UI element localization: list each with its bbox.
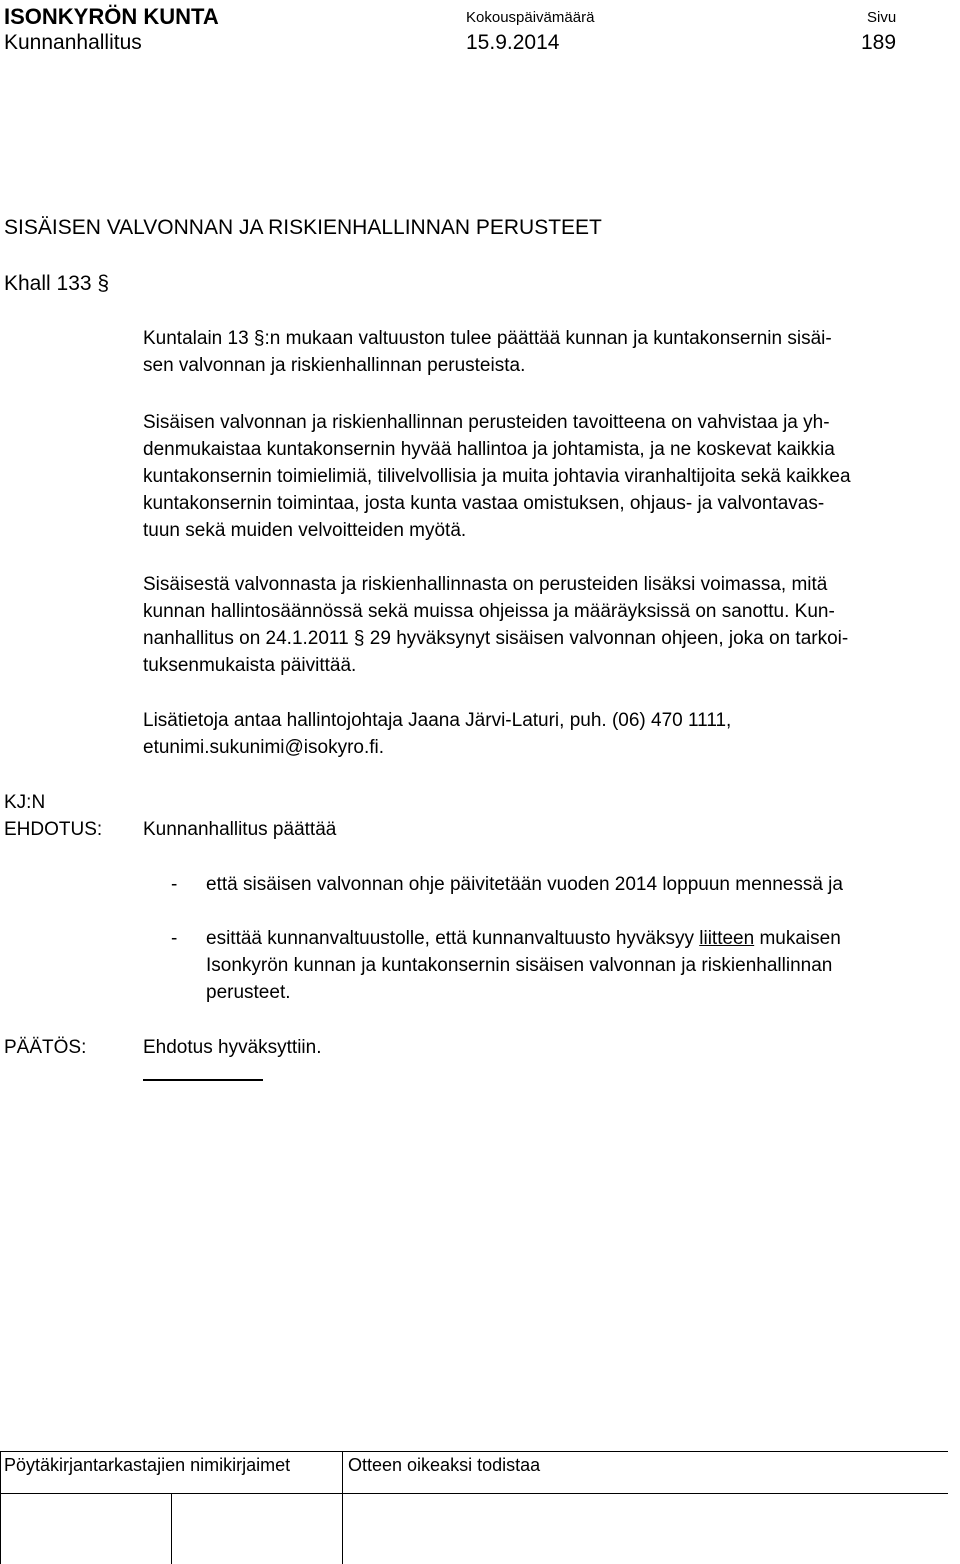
org-name: ISONKYRÖN KUNTA [4,4,219,29]
paragraph-line: Sisäisen valvonnan ja riskienhallinnan perusteiden tavoitteena on vahvistaa ja yh- [143,412,830,433]
proposal-item-2-dash: - [171,928,178,949]
paragraph-2 [143,409,943,544]
proposal-intro: Kunnanhallitus päättää [143,819,337,840]
paragraph-line: kuntakonsernin toimielimiä, tilivelvollisia ja muita johtavia viranhaltijoita sekä kaikkea [143,466,851,487]
paragraph-1 [143,325,943,379]
date-label: Kokouspäivämäärä [466,9,595,26]
proposal-label-line1: KJ:N [4,792,46,813]
footer-mid-rule [0,1493,948,1494]
signature-cell-divider [171,1493,172,1564]
footer-left-border [0,1451,1,1564]
proposal-item-1: että sisäisen valvonnan ohje päivitetään vuoden 2014 loppuun mennessä ja [206,874,843,895]
document-title: SISÄISEN VALVONNAN JA RISKIENHALLINNAN PERUSTEET [4,216,602,239]
paragraph-4 [143,707,943,761]
decision-underline [143,1079,263,1081]
footer-top-rule [0,1451,948,1452]
decision-label: PÄÄTÖS: [4,1037,87,1058]
paragraph-line: etunimi.sukunimi@isokyro.fi. [143,737,385,758]
proposal-item-2-line1 [206,925,841,952]
paragraph-line: tuksenmukaista päivittää. [143,655,357,676]
meeting-body: Kunnanhallitus [4,31,142,54]
paragraph-line: Kuntalain 13 §:n mukaan valtuuston tulee päättää kunnan ja kuntakonsernin sisäi- [143,328,832,349]
paragraph-line: kuntakonsernin toimintaa, josta kunta vastaa omistuksen, ohjaus- ja valvontavas- [143,493,825,514]
paragraph-line: denmukaistaa kuntakonsernin hyvää hallintoa ja johtamista, ja ne koskevat kaikkia [143,439,835,460]
paragraph-3 [143,571,943,679]
footer-column-divider [342,1451,343,1564]
paragraph-line: tuun sekä muiden velvoitteiden myötä. [143,520,467,541]
paragraph-line: nanhallitus on 24.1.2011 § 29 hyväksynyt sisäisen valvonnan ohjeen, joka on tarkoi- [143,628,849,649]
attachment-link[interactable]: liitteen [699,928,755,949]
proposal-item-2-text: esittää kunnanvaltuustolle, että kunnanvaltuusto hyväksyy [206,928,700,949]
proposal-item-2-line3: perusteet. [206,982,291,1003]
signatures-label: Pöytäkirjantarkastajien nimikirjaimet [4,1455,291,1475]
page-number: 189 [861,31,897,54]
proposal-item-2-text: mukaisen [754,928,841,949]
section-number: Khall 133 § [4,272,110,295]
paragraph-line: sen valvonnan ja riskienhallinnan perusteista. [143,355,526,376]
proposal-label-line2: EHDOTUS: [4,819,103,840]
paragraph-line: kunnan hallintosäännössä sekä muissa ohjeissa ja määräyksissä on sanottu. Kun- [143,601,835,622]
decision-text: Ehdotus hyväksyttiin. [143,1037,322,1058]
page-label: Sivu [867,9,897,26]
proposal-item-1-dash: - [171,874,178,895]
paragraph-line: Lisätietoja antaa hallintojohtaja Jaana Järvi-Laturi, puh. (06) 470 1111, [143,710,732,731]
meeting-date: 15.9.2014 [466,31,560,54]
proposal-item-2-line2: Isonkyrön kunnan ja kuntakonsernin sisäisen valvonnan ja riskienhallinnan [206,955,833,976]
paragraph-line: Sisäisestä valvonnasta ja riskienhallinnasta on perusteiden lisäksi voimassa, mitä [143,574,828,595]
certified-label: Otteen oikeaksi todistaa [348,1455,541,1475]
